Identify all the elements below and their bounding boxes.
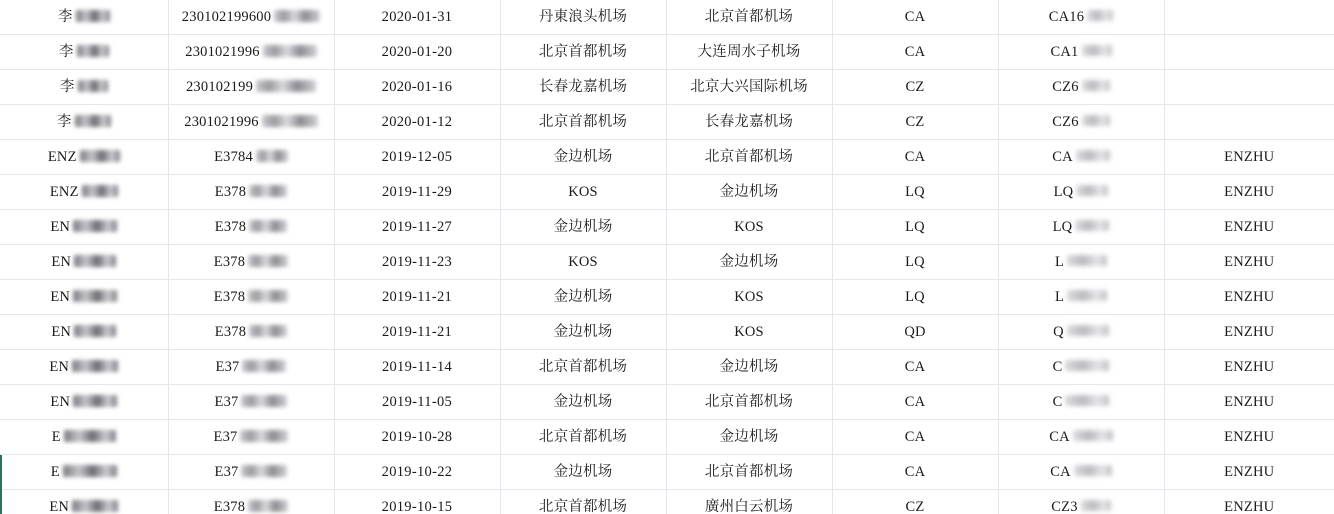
arrival-airport-cell-text: 金边机场 — [719, 183, 779, 200]
redaction-blur — [1073, 430, 1113, 441]
table-row[interactable] — [0, 420, 1334, 455]
tag-cell-text: ENZHU — [1224, 428, 1275, 445]
redaction-blur — [1082, 80, 1110, 91]
airline-code-cell-text: QD — [904, 323, 926, 340]
redaction-blur — [80, 150, 120, 162]
departure-airport-cell — [500, 70, 666, 105]
id-number-cell — [168, 210, 334, 245]
airline-code-cell — [832, 0, 998, 35]
airline-code-cell-text: CZ — [905, 113, 925, 130]
redaction-blur — [248, 255, 288, 267]
flight-number-cell-text: C — [1052, 393, 1063, 410]
table-row[interactable] — [0, 35, 1334, 70]
flight-date-text: 2020-01-12 — [381, 113, 453, 130]
arrival-airport-cell-text: 长春龙嘉机场 — [704, 113, 794, 130]
flight-number-cell-text: Q — [1053, 323, 1064, 340]
redaction-blur — [249, 185, 287, 197]
airline-code-cell — [832, 455, 998, 490]
id-number-cell-text: 230102199600 — [181, 8, 272, 25]
table-row[interactable] — [0, 490, 1334, 514]
table-row[interactable] — [0, 455, 1334, 490]
airline-code-cell — [832, 385, 998, 420]
redaction-blur — [63, 465, 117, 477]
redaction-blur — [1065, 360, 1109, 371]
row-selection-marker — [0, 490, 2, 514]
redaction-blur — [240, 430, 288, 442]
redaction-blur — [82, 185, 118, 197]
id-number-cell — [168, 490, 334, 514]
tag-cell — [1164, 420, 1334, 455]
flight-date-cell — [334, 35, 500, 70]
flight-date-text: 2020-01-31 — [381, 8, 453, 25]
redaction-blur — [241, 465, 287, 477]
arrival-airport-cell — [666, 140, 832, 175]
flight-number-cell-text: LQ — [1052, 218, 1073, 235]
redaction-blur — [262, 115, 318, 127]
tag-cell-text: ENZHU — [1224, 148, 1275, 165]
departure-airport-cell-text: 金边机场 — [553, 323, 613, 340]
id-number-cell-text: E37 — [213, 428, 238, 445]
redaction-blur — [274, 10, 320, 22]
id-number-cell-text: E378 — [214, 218, 247, 235]
arrival-airport-cell-text: 大连周水子机场 — [697, 43, 801, 60]
airline-code-cell — [832, 210, 998, 245]
arrival-airport-cell-text: 廣州白云机场 — [704, 498, 794, 514]
tag-cell — [1164, 105, 1334, 140]
table-row[interactable] — [0, 105, 1334, 140]
flight-number-cell-text: LQ — [1053, 183, 1074, 200]
id-number-cell — [168, 245, 334, 280]
tag-cell — [1164, 280, 1334, 315]
id-number-cell — [168, 455, 334, 490]
arrival-airport-cell-text: 金边机场 — [719, 253, 779, 270]
flight-date-text: 2019-10-15 — [381, 498, 453, 514]
tag-cell — [1164, 245, 1334, 280]
id-number-cell — [168, 315, 334, 350]
passenger-name-cell-text: EN — [50, 393, 71, 410]
departure-airport-cell — [500, 385, 666, 420]
airline-code-cell-text: CA — [904, 8, 926, 25]
airline-code-cell — [832, 35, 998, 70]
tag-cell-text: ENZHU — [1224, 288, 1275, 305]
flight-number-cell — [998, 140, 1164, 175]
flight-date-cell — [334, 105, 500, 140]
arrival-airport-cell-text: 北京首都机场 — [704, 8, 794, 25]
passenger-name-cell — [0, 280, 168, 315]
redaction-blur — [1082, 45, 1112, 56]
redaction-blur — [248, 290, 288, 302]
tag-cell — [1164, 455, 1334, 490]
redaction-blur — [72, 360, 118, 372]
id-number-cell — [168, 0, 334, 35]
table-row[interactable] — [0, 280, 1334, 315]
flight-number-cell-text: CA — [1050, 463, 1071, 480]
redaction-blur — [1074, 465, 1112, 476]
tag-cell-text: ENZHU — [1224, 393, 1275, 410]
passenger-name-cell-text: 李 — [59, 78, 75, 95]
passenger-name-cell-text: 李 — [58, 43, 74, 60]
id-number-cell — [168, 350, 334, 385]
departure-airport-cell-text: 北京首都机场 — [538, 358, 628, 375]
flight-date-cell — [334, 280, 500, 315]
redaction-blur — [249, 325, 287, 337]
tag-cell — [1164, 0, 1334, 35]
redaction-blur — [1081, 500, 1111, 511]
airline-code-cell-text: LQ — [905, 288, 925, 305]
passenger-name-cell-text: EN — [50, 218, 71, 235]
table-row[interactable] — [0, 245, 1334, 280]
redaction-blur — [1076, 185, 1108, 196]
departure-airport-cell — [500, 210, 666, 245]
airline-code-cell-text: CA — [904, 393, 926, 410]
flight-date-cell — [334, 0, 500, 35]
airline-code-cell-text: LQ — [905, 218, 925, 235]
id-number-cell — [168, 140, 334, 175]
passenger-name-cell-text: ENZ — [49, 183, 79, 200]
departure-airport-cell-text: 北京首都机场 — [538, 113, 628, 130]
flight-number-cell — [998, 105, 1164, 140]
flight-date-cell — [334, 490, 500, 514]
redaction-blur — [1087, 10, 1113, 21]
flight-date-text: 2019-10-22 — [381, 463, 453, 480]
airline-code-cell-text: CZ — [905, 498, 925, 514]
redaction-blur — [256, 80, 316, 92]
table-row[interactable] — [0, 175, 1334, 210]
flight-date-cell — [334, 315, 500, 350]
flight-date-cell — [334, 70, 500, 105]
flight-number-cell — [998, 210, 1164, 245]
redaction-blur — [1082, 115, 1110, 126]
tag-cell-text: ENZHU — [1224, 183, 1275, 200]
redaction-blur — [75, 115, 111, 127]
arrival-airport-cell-text: 北京大兴国际机场 — [690, 78, 808, 95]
passenger-name-cell-text: E — [51, 428, 61, 445]
flight-number-cell-text: CZ6 — [1052, 113, 1079, 130]
redaction-blur — [1076, 150, 1110, 161]
flight-number-cell — [998, 455, 1164, 490]
redaction-blur — [78, 80, 108, 92]
row-selection-marker — [0, 455, 2, 490]
flight-number-cell — [998, 315, 1164, 350]
departure-airport-cell — [500, 0, 666, 35]
departure-airport-cell-text: KOS — [568, 253, 598, 270]
departure-airport-cell-text: KOS — [568, 183, 598, 200]
passenger-name-cell-text: EN — [50, 288, 71, 305]
table-row[interactable] — [0, 70, 1334, 105]
arrival-airport-cell — [666, 245, 832, 280]
flight-date-cell — [334, 455, 500, 490]
redaction-blur — [76, 10, 110, 22]
passenger-name-cell — [0, 210, 168, 245]
redaction-blur — [64, 430, 116, 442]
arrival-airport-cell — [666, 280, 832, 315]
flight-number-cell-text: CA16 — [1048, 8, 1085, 25]
passenger-name-cell-text: EN — [51, 253, 72, 270]
flight-date-text: 2019-11-14 — [381, 358, 453, 375]
flight-date-text: 2019-11-21 — [381, 288, 453, 305]
redaction-blur — [1075, 220, 1109, 231]
flight-date-text: 2019-12-05 — [381, 148, 453, 165]
airline-code-cell — [832, 280, 998, 315]
departure-airport-cell-text: 长春龙嘉机场 — [538, 78, 628, 95]
flight-number-cell — [998, 385, 1164, 420]
id-number-cell — [168, 280, 334, 315]
flight-number-cell-text: L — [1054, 288, 1065, 305]
tag-cell — [1164, 315, 1334, 350]
flight-number-cell — [998, 35, 1164, 70]
arrival-airport-cell — [666, 210, 832, 245]
departure-airport-cell — [500, 175, 666, 210]
passenger-name-cell-text: 李 — [57, 8, 73, 25]
arrival-airport-cell — [666, 315, 832, 350]
arrival-airport-cell-text: KOS — [734, 323, 764, 340]
passenger-name-cell-text: E — [50, 463, 60, 480]
passenger-name-cell — [0, 70, 168, 105]
table-row[interactable] — [0, 140, 1334, 175]
arrival-airport-cell — [666, 35, 832, 70]
table-row[interactable] — [0, 0, 1334, 35]
redaction-blur — [249, 220, 287, 232]
passenger-name-cell — [0, 245, 168, 280]
flight-date-cell — [334, 175, 500, 210]
airline-code-cell-text: CA — [904, 463, 926, 480]
airline-code-cell-text: CA — [904, 43, 926, 60]
flight-date-text: 2019-11-23 — [381, 253, 453, 270]
tag-cell — [1164, 175, 1334, 210]
passenger-name-cell — [0, 315, 168, 350]
redaction-blur — [73, 290, 117, 302]
redaction-blur — [241, 395, 287, 407]
tag-cell — [1164, 385, 1334, 420]
redaction-blur — [77, 45, 109, 57]
arrival-airport-cell-text: KOS — [734, 288, 764, 305]
flight-number-cell — [998, 175, 1164, 210]
departure-airport-cell — [500, 420, 666, 455]
id-number-cell — [168, 175, 334, 210]
redaction-blur — [74, 325, 116, 337]
arrival-airport-cell — [666, 105, 832, 140]
id-number-cell-text: E378 — [214, 183, 247, 200]
tag-cell — [1164, 350, 1334, 385]
tag-cell-text: ENZHU — [1224, 253, 1275, 270]
flight-number-cell — [998, 0, 1164, 35]
tag-cell — [1164, 490, 1334, 514]
tag-cell — [1164, 210, 1334, 245]
id-number-cell-text: E37 — [214, 463, 239, 480]
redaction-blur — [256, 150, 288, 162]
id-number-cell-text: E378 — [214, 323, 247, 340]
airline-code-cell-text: LQ — [905, 253, 925, 270]
redaction-blur — [73, 395, 117, 407]
airline-code-cell — [832, 70, 998, 105]
passenger-name-cell — [0, 350, 168, 385]
airline-code-cell — [832, 350, 998, 385]
id-number-cell-text: 2301021996 — [185, 43, 260, 60]
departure-airport-cell — [500, 280, 666, 315]
redaction-blur — [72, 500, 118, 512]
passenger-name-cell-text: 李 — [56, 113, 72, 130]
arrival-airport-cell — [666, 385, 832, 420]
tag-cell — [1164, 70, 1334, 105]
id-number-cell-text: E37 — [214, 393, 239, 410]
id-number-cell-text: E3784 — [214, 148, 253, 165]
id-number-cell-text: E378 — [213, 288, 246, 305]
arrival-airport-cell — [666, 420, 832, 455]
redaction-blur — [248, 500, 288, 512]
flight-date-cell — [334, 420, 500, 455]
flight-date-text: 2019-11-29 — [381, 183, 453, 200]
flight-number-cell-text: CA — [1052, 148, 1073, 165]
arrival-airport-cell-text: 金边机场 — [719, 428, 779, 445]
flight-date-cell — [334, 245, 500, 280]
flight-date-cell — [334, 140, 500, 175]
flight-date-cell — [334, 385, 500, 420]
arrival-airport-cell — [666, 0, 832, 35]
redaction-blur — [1065, 395, 1109, 406]
redaction-blur — [263, 45, 317, 57]
departure-airport-cell — [500, 140, 666, 175]
flight-date-text: 2019-11-27 — [381, 218, 453, 235]
flight-number-cell-text: L — [1054, 253, 1065, 270]
arrival-airport-cell-text: KOS — [734, 218, 764, 235]
passenger-name-cell — [0, 35, 168, 70]
redaction-blur — [1067, 255, 1107, 266]
arrival-airport-cell-text: 北京首都机场 — [704, 148, 794, 165]
departure-airport-cell-text: 北京首都机场 — [538, 428, 628, 445]
redaction-blur — [73, 220, 117, 232]
airline-code-cell-text: CA — [904, 428, 926, 445]
flight-number-cell-text: C — [1052, 358, 1063, 375]
table-row[interactable] — [0, 385, 1334, 420]
airline-code-cell — [832, 245, 998, 280]
arrival-airport-cell-text: 金边机场 — [719, 358, 779, 375]
flight-date-cell — [334, 210, 500, 245]
redaction-blur — [74, 255, 116, 267]
departure-airport-cell-text: 北京首都机场 — [538, 498, 628, 514]
flight-number-cell — [998, 280, 1164, 315]
airline-code-cell-text: CA — [904, 148, 926, 165]
flight-number-cell — [998, 420, 1164, 455]
table-row[interactable] — [0, 210, 1334, 245]
flight-date-text: 2019-11-21 — [381, 323, 453, 340]
airline-code-cell — [832, 420, 998, 455]
departure-airport-cell-text: 北京首都机场 — [538, 43, 628, 60]
airline-code-cell-text: LQ — [905, 183, 925, 200]
airline-code-cell-text: CZ — [905, 78, 925, 95]
tag-cell-text: ENZHU — [1224, 218, 1275, 235]
id-number-cell — [168, 385, 334, 420]
id-number-cell-text: E37 — [215, 358, 240, 375]
departure-airport-cell-text: 金边机场 — [553, 288, 613, 305]
departure-airport-cell-text: 丹東浪头机场 — [538, 8, 628, 25]
airline-code-cell — [832, 105, 998, 140]
passenger-name-cell-text: EN — [51, 323, 72, 340]
flight-number-cell-text: CA1 — [1050, 43, 1079, 60]
flight-date-text: 2020-01-20 — [381, 43, 453, 60]
tag-cell — [1164, 140, 1334, 175]
departure-airport-cell — [500, 35, 666, 70]
flight-number-cell — [998, 490, 1164, 514]
departure-airport-cell — [500, 490, 666, 514]
departure-airport-cell — [500, 105, 666, 140]
id-number-cell-text: E378 — [213, 253, 246, 270]
passenger-name-cell — [0, 140, 168, 175]
id-number-cell — [168, 420, 334, 455]
flight-date-text: 2019-10-28 — [381, 428, 453, 445]
tag-cell-text: ENZHU — [1224, 463, 1275, 480]
redaction-blur — [242, 360, 286, 372]
table-row[interactable] — [0, 350, 1334, 385]
arrival-airport-cell — [666, 175, 832, 210]
id-number-cell — [168, 35, 334, 70]
airline-code-cell — [832, 315, 998, 350]
airline-code-cell — [832, 175, 998, 210]
id-number-cell — [168, 105, 334, 140]
passenger-name-cell — [0, 0, 168, 35]
flight-number-cell-text: CA — [1049, 428, 1070, 445]
passenger-name-cell — [0, 175, 168, 210]
flight-number-cell-text: CZ3 — [1051, 498, 1078, 514]
tag-cell-text: ENZHU — [1224, 358, 1275, 375]
airline-code-cell — [832, 490, 998, 514]
departure-airport-cell — [500, 455, 666, 490]
flight-date-cell — [334, 350, 500, 385]
passenger-name-cell — [0, 420, 168, 455]
passenger-name-cell-text: EN — [49, 498, 70, 514]
flight-number-cell — [998, 350, 1164, 385]
redaction-blur — [1067, 325, 1109, 336]
departure-airport-cell-text: 金边机场 — [553, 218, 613, 235]
redaction-blur — [1067, 290, 1107, 301]
arrival-airport-cell — [666, 490, 832, 514]
table-row[interactable] — [0, 315, 1334, 350]
id-number-cell-text: 230102199 — [185, 78, 254, 95]
flight-number-cell — [998, 245, 1164, 280]
flight-date-text: 2020-01-16 — [381, 78, 453, 95]
departure-airport-cell-text: 金边机场 — [553, 148, 613, 165]
departure-airport-cell — [500, 245, 666, 280]
tag-cell — [1164, 35, 1334, 70]
arrival-airport-cell — [666, 350, 832, 385]
arrival-airport-cell-text: 北京首都机场 — [704, 463, 794, 480]
id-number-cell-text: 2301021996 — [184, 113, 259, 130]
arrival-airport-cell — [666, 455, 832, 490]
airline-code-cell-text: CA — [904, 358, 926, 375]
airline-code-cell — [832, 140, 998, 175]
passenger-name-cell-text: EN — [49, 358, 70, 375]
tag-cell-text: ENZHU — [1224, 323, 1275, 340]
arrival-airport-cell — [666, 70, 832, 105]
departure-airport-cell-text: 金边机场 — [553, 393, 613, 410]
passenger-name-cell — [0, 455, 168, 490]
flight-date-text: 2019-11-05 — [381, 393, 453, 410]
passenger-name-cell-text: ENZ — [47, 148, 77, 165]
passenger-name-cell — [0, 490, 168, 514]
passenger-name-cell — [0, 385, 168, 420]
departure-airport-cell-text: 金边机场 — [553, 463, 613, 480]
flight-number-cell — [998, 70, 1164, 105]
passenger-name-cell — [0, 105, 168, 140]
tag-cell-text: ENZHU — [1224, 498, 1275, 514]
flight-number-cell-text: CZ6 — [1052, 78, 1079, 95]
departure-airport-cell — [500, 350, 666, 385]
id-number-cell — [168, 70, 334, 105]
id-number-cell-text: E378 — [213, 498, 246, 514]
departure-airport-cell — [500, 315, 666, 350]
arrival-airport-cell-text: 北京首都机场 — [704, 393, 794, 410]
